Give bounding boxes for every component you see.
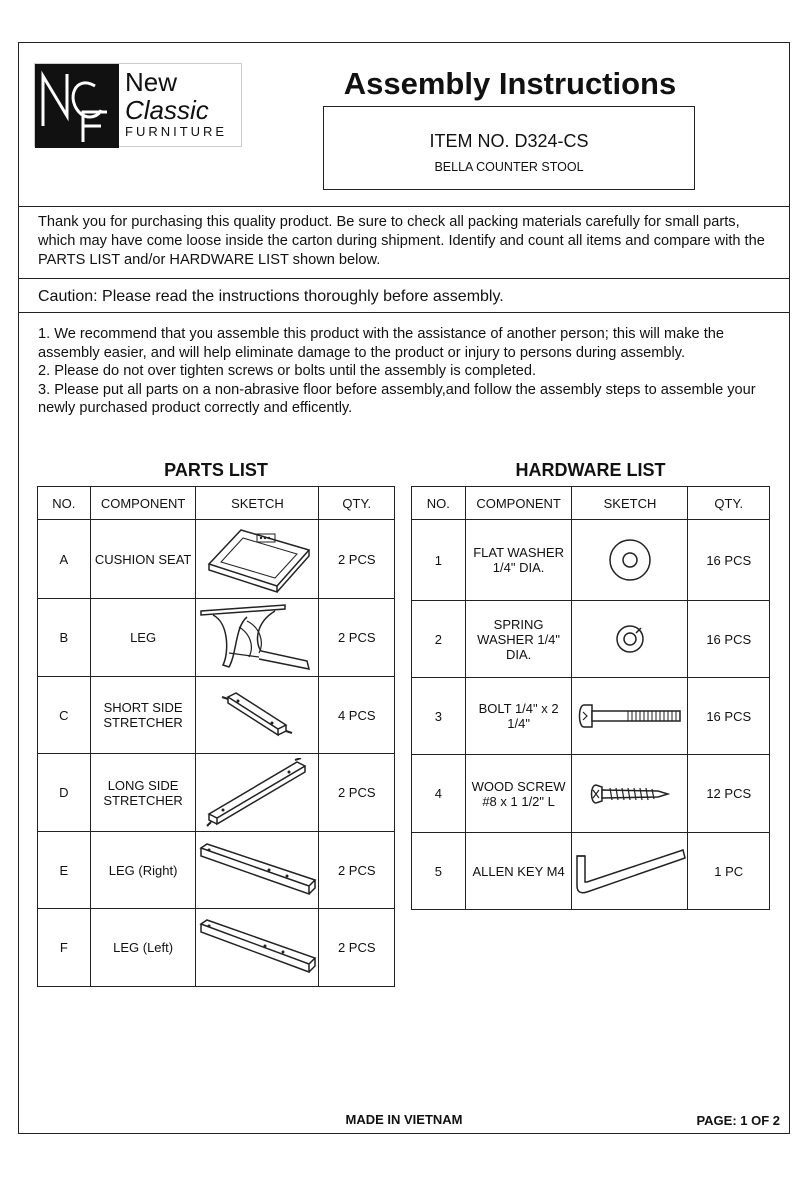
hardware-sketch [572, 601, 688, 678]
table-row [38, 754, 395, 832]
table-row [412, 601, 770, 678]
caution-text: Caution: Please read the instructions thoroughly before assembly. [38, 288, 504, 305]
parts-list-title: PARTS LIST [164, 460, 268, 480]
table-row [412, 678, 770, 755]
logo-line-2: Classic [125, 95, 209, 125]
hardware-component: SPRING WASHER 1/4" DIA. [465, 601, 572, 678]
table-row [38, 677, 395, 754]
table-row [38, 520, 395, 599]
hardware-no: 2 [412, 601, 466, 678]
part-no: E [38, 832, 91, 909]
hardware-qty: 16 PCS [688, 601, 770, 678]
col-header: NO. [38, 487, 91, 520]
hardware-no: 5 [412, 833, 466, 910]
logo-line-3: FURNITURE [125, 124, 228, 139]
part-component: LEG (Left) [90, 909, 196, 987]
spring-washer-icon [610, 619, 650, 659]
ncf-logo-mark-icon [35, 64, 119, 148]
item-name: BELLA COUNTER STOOL [434, 160, 584, 174]
parts-table [37, 486, 395, 987]
part-sketch [196, 599, 319, 677]
part-no: C [38, 677, 91, 754]
hardware-qty: 16 PCS [688, 520, 770, 601]
divider [18, 312, 790, 313]
hardware-sketch [572, 755, 688, 833]
part-qty: 2 PCS [319, 909, 395, 987]
part-sketch [196, 909, 319, 987]
table-row [38, 599, 395, 677]
part-no: D [38, 754, 91, 832]
part-qty: 2 PCS [319, 520, 395, 599]
hardware-qty: 1 PC [688, 833, 770, 910]
step-2: 2. Please do not over tighten screws or bolts until the assembly is completed. [38, 363, 537, 379]
part-sketch [196, 832, 319, 909]
company-logo [34, 63, 242, 147]
col-header: QTY. [688, 487, 770, 520]
made-in-label: MADE IN VIETNAM [345, 1112, 463, 1127]
page-number: PAGE: 1 OF 2 [696, 1113, 780, 1128]
part-component: LEG (Right) [90, 832, 196, 909]
hardware-component: WOOD SCREW #8 x 1 1/2" L [465, 755, 572, 833]
col-header: COMPONENT [465, 487, 572, 520]
part-qty: 4 PCS [319, 677, 395, 754]
part-no: A [38, 520, 91, 599]
long-stretcher-icon [201, 758, 313, 828]
intro-text: Thank you for purchasing this quality product. Be sure to check all packing materials carefully for small parts, which may have come loose inside the carton during shipment. Identify and count all items and compare with the PARTS LIST and/or HARDWARE LIST shown below. [38, 214, 765, 268]
table-header-row [38, 487, 395, 520]
hardware-sketch [572, 678, 688, 755]
leg-right-icon [197, 842, 317, 898]
col-header: COMPONENT [90, 487, 196, 520]
col-header: QTY. [319, 487, 395, 520]
part-no: F [38, 909, 91, 987]
bolt-icon [578, 701, 682, 731]
item-box [323, 106, 695, 190]
part-qty: 2 PCS [319, 832, 395, 909]
col-header: NO. [412, 487, 466, 520]
leg-frame-icon [199, 603, 315, 673]
hardware-qty: 12 PCS [688, 755, 770, 833]
part-sketch [196, 677, 319, 754]
table-header-row [412, 487, 770, 520]
part-sketch [196, 520, 319, 599]
hardware-table [411, 486, 770, 910]
step-3: 3. Please put all parts on a non-abrasive floor before assembly,and follow the assembly steps to assemble your newly purchased product correctly and efficently. [38, 381, 756, 416]
table-row [412, 520, 770, 601]
wood-screw-icon [590, 781, 670, 807]
leg-left-icon [197, 918, 317, 978]
logo-line-1: New [125, 67, 178, 97]
flat-washer-icon [605, 535, 655, 585]
page-title: Assembly Instructions [343, 66, 677, 101]
part-component: LEG [90, 599, 196, 677]
short-stretcher-icon [202, 685, 312, 745]
hardware-qty: 16 PCS [688, 678, 770, 755]
table-row [412, 833, 770, 910]
hardware-component: ALLEN KEY M4 [465, 833, 572, 910]
table-row [38, 832, 395, 909]
hardware-no: 4 [412, 755, 466, 833]
col-header: SKETCH [572, 487, 688, 520]
part-component: CUSHION SEAT [90, 520, 196, 599]
instruction-steps [38, 325, 778, 418]
part-qty: 2 PCS [319, 754, 395, 832]
hardware-component: BOLT 1/4" x 2 1/4" [465, 678, 572, 755]
divider [18, 278, 790, 279]
col-header: SKETCH [196, 487, 319, 520]
part-no: B [38, 599, 91, 677]
divider [18, 206, 790, 207]
part-component: SHORT SIDE STRETCHER [90, 677, 196, 754]
table-row [412, 755, 770, 833]
table-row [38, 909, 395, 987]
hardware-no: 3 [412, 678, 466, 755]
logo-wordmark [125, 68, 227, 140]
item-number: ITEM NO. D324-CS [429, 131, 589, 151]
part-sketch [196, 754, 319, 832]
allen-key-icon [573, 846, 687, 896]
hardware-sketch [572, 520, 688, 601]
hardware-sketch [572, 833, 688, 910]
hardware-no: 1 [412, 520, 466, 601]
part-qty: 2 PCS [319, 599, 395, 677]
hardware-list-title: HARDWARE LIST [515, 460, 666, 480]
step-1: 1. We recommend that you assemble this product with the assistance of another person; this will make the assembly easier, and will help eliminate damage to the product or injury to persons during assembly. [38, 326, 724, 361]
part-component: LONG SIDE STRETCHER [90, 754, 196, 832]
hardware-component: FLAT WASHER 1/4" DIA. [465, 520, 572, 601]
cushion-seat-icon [201, 524, 313, 594]
